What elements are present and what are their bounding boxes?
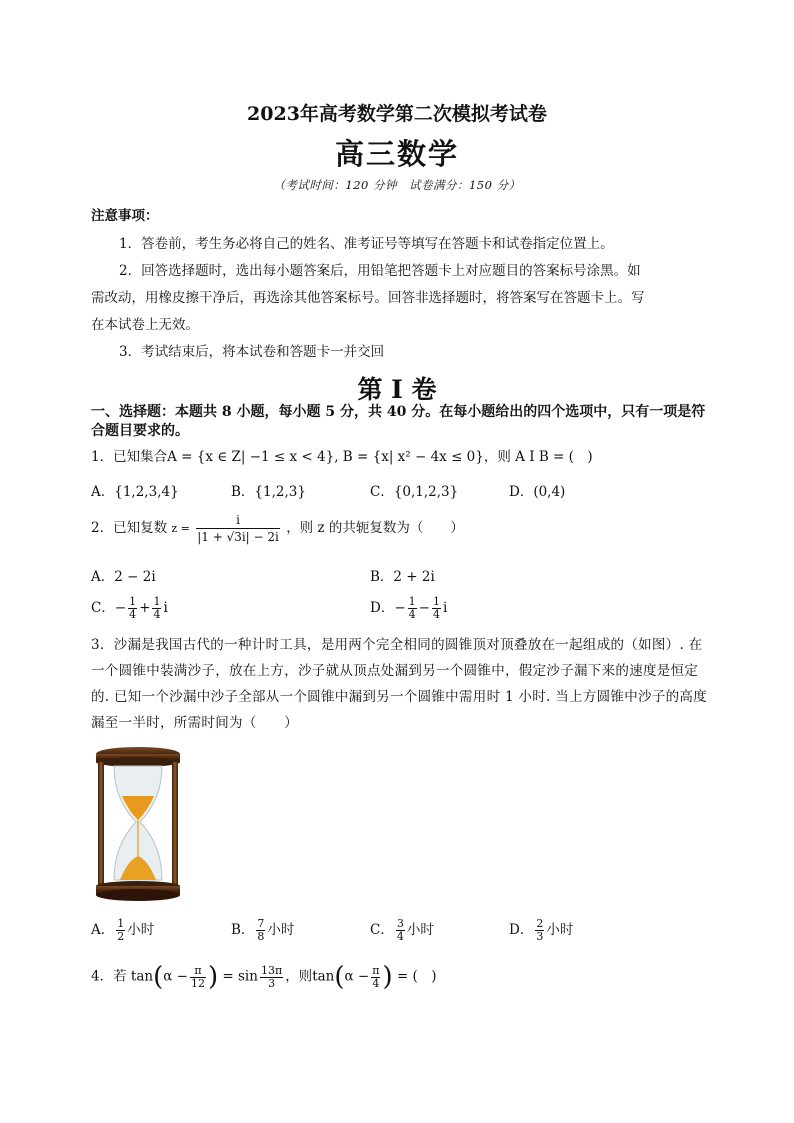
q3-b-label: B． [231, 922, 255, 938]
notice-item-3: 3．考试结束后，将本试卷和答题卡一并交回 [119, 344, 385, 360]
q4-alpha-2: α − [344, 968, 370, 985]
q3-c-frac [396, 918, 405, 943]
q4-tan-1: tan [130, 968, 154, 985]
q2-d-frac-2-num: 1 [432, 595, 440, 608]
q4-tan-2: tan [312, 968, 335, 985]
q4-prefix: 4．若 [91, 968, 127, 985]
q2-option-d[interactable] [370, 596, 447, 621]
q4-frac-2 [260, 965, 283, 990]
q2-d-frac-1-den: 4 [408, 608, 416, 621]
q3-option-a[interactable] [91, 918, 154, 943]
q4-paren-close-2: ) [382, 962, 393, 992]
q2-c-plus: + [139, 600, 151, 616]
q2-c-frac-1 [128, 596, 137, 621]
q1-option-a[interactable]: A．{1,2,3,4} [91, 484, 179, 500]
question-3-stem: 3．沙漏是我国古代的一种计时工具，是用两个完全相同的圆锥顶对顶叠放在一起组成的（如图）. 在一个圆锥中装满沙子，放在上方，沙子就从顶点处漏到另一个圆锥中，假定沙子漏下来的速度是恒定的. 已知一个沙漏中沙子全部从一个圆锥中漏到另一个圆锥中需用时 1 小时. 当上方圆锥中沙子的高度漏至一半时，所需时间为（ ） [91, 637, 708, 731]
q2-d-minus-2: − [418, 600, 430, 616]
exam-title: 2023年高考数学第二次模拟考试卷 [247, 103, 547, 125]
q2-c-frac-1-den: 4 [129, 608, 137, 621]
q2-option-b[interactable]: B．2 + 2i [370, 569, 435, 585]
q4-paren-open-1: ( [153, 962, 164, 992]
q4-paren-open-2: ( [334, 962, 345, 992]
notice-item-1: 1．答卷前，考生务必将自己的姓名、准考证号等填写在答题卡和试卷指定位置上。 [119, 236, 614, 252]
q3-a-frac [116, 918, 125, 943]
q2-d-frac-2 [432, 596, 441, 621]
q3-d-num: 2 [536, 917, 544, 930]
q1-set-a: A = {x ∈ Z| −1 ≤ x < 4} [167, 449, 335, 465]
q2-c-frac-2 [152, 596, 161, 621]
q4-frac-1-den: 12 [190, 976, 205, 990]
q4-frac-2-den: 3 [268, 976, 276, 990]
hourglass-icon [92, 744, 184, 904]
q3-c-label: C． [370, 922, 394, 938]
q1-option-d[interactable]: D．(0,4) [509, 484, 566, 500]
q2-fraction [196, 512, 280, 545]
q2-numerator: i [196, 512, 280, 529]
q2-d-label: D． [370, 600, 395, 616]
q3-a-unit: 小时 [127, 922, 155, 938]
q4-alpha-1: α − [163, 968, 188, 985]
q2-z-eq: z = [171, 522, 190, 535]
q2-c-minus: − [114, 600, 127, 616]
question-4-stem [91, 962, 437, 992]
q3-c-den: 4 [396, 930, 404, 943]
q3-b-frac [256, 918, 265, 943]
q3-d-label: D． [509, 922, 534, 938]
q1-prefix: 1．已知集合 [91, 449, 168, 465]
q3-c-unit: 小时 [406, 922, 434, 938]
notice-item-2-line-1: 2．回答选择题时，选出每小题答案后，用铅笔把答题卡上对应题目的答案标号涂黑。如 [119, 263, 641, 279]
q3-b-unit: 小时 [267, 922, 295, 938]
q3-d-frac [535, 918, 544, 943]
notice-item-2-line-3: 在本试卷上无效。 [91, 317, 199, 333]
q2-d-frac-1 [408, 596, 417, 621]
q4-mid: ，则 [285, 968, 313, 985]
q4-frac-3-num: π [372, 963, 380, 977]
q2-d-minus: − [394, 600, 406, 616]
q2-c-label: C． [91, 600, 115, 616]
notice-title: 注意事项： [91, 208, 159, 224]
q3-a-label: A． [91, 922, 115, 938]
q3-option-c[interactable] [370, 918, 434, 943]
q4-paren-close-1: ) [207, 962, 219, 992]
q3-option-d[interactable] [509, 918, 573, 943]
hourglass-image [92, 744, 184, 904]
q1-set-b: , B = {x| x² − 4x ≤ 0} [334, 449, 484, 465]
q3-option-b[interactable] [231, 918, 294, 943]
volume-title: 第 I 卷 [357, 375, 437, 404]
q2-option-c[interactable] [91, 596, 168, 621]
q1-option-b[interactable]: B．{1,2,3} [231, 484, 306, 500]
q2-d-frac-1-num: 1 [408, 595, 416, 608]
q2-denominator: |1 + √3i| − 2i [197, 530, 279, 544]
subject-title: 高三数学 [334, 137, 459, 171]
q3-a-num: 1 [117, 917, 125, 930]
exam-info: （考试时间：120 分钟 试卷满分：150 分） [273, 178, 521, 192]
q1-option-c[interactable]: C．{0,1,2,3} [370, 484, 459, 500]
q1-suffix: ，则 A I B = ( ) [483, 449, 593, 465]
question-1-stem [91, 445, 593, 465]
q4-frac-1-num: π [190, 965, 206, 978]
q2-d-frac-2-den: 4 [432, 608, 440, 621]
question-2-stem [91, 512, 464, 545]
q2-c-frac-1-num: 1 [129, 595, 137, 608]
q4-frac-3 [371, 965, 380, 990]
q2-c-frac-2-den: 4 [153, 608, 161, 621]
q2-prefix: 2．已知复数 [91, 520, 168, 536]
q2-c-frac-2-num: 1 [153, 595, 161, 608]
section-heading: 一、选择题：本题共 8 小题，每小题 5 分，共 40 分。在每小题给出的四个选项中，只有一项是符合题目要求的。 [91, 404, 706, 439]
q4-frac-1 [190, 965, 206, 990]
q4-suffix: = ( ) [396, 968, 437, 985]
q3-c-num: 3 [396, 917, 404, 930]
q2-c-i: i [163, 600, 168, 616]
q4-frac-3-den: 4 [372, 976, 380, 990]
q3-d-unit: 小时 [546, 922, 574, 938]
notice-item-2-line-2: 需改动，用橡皮擦干净后，再选涂其他答案标号。回答非选择题时，将答案写在答题卡上。写 [91, 290, 645, 306]
q3-b-den: 8 [257, 930, 265, 943]
q2-d-i: i [442, 600, 448, 616]
q4-eq-sin: = sin [222, 968, 258, 985]
q4-frac-2-num: 13π [260, 963, 283, 977]
q3-a-den: 2 [117, 930, 125, 943]
q2-suffix: ，则 z 的共轭复数为（ ） [286, 520, 464, 536]
q2-option-a[interactable]: A．2 − 2i [91, 569, 156, 585]
q3-b-num: 7 [257, 917, 265, 930]
q3-d-den: 3 [536, 930, 544, 943]
